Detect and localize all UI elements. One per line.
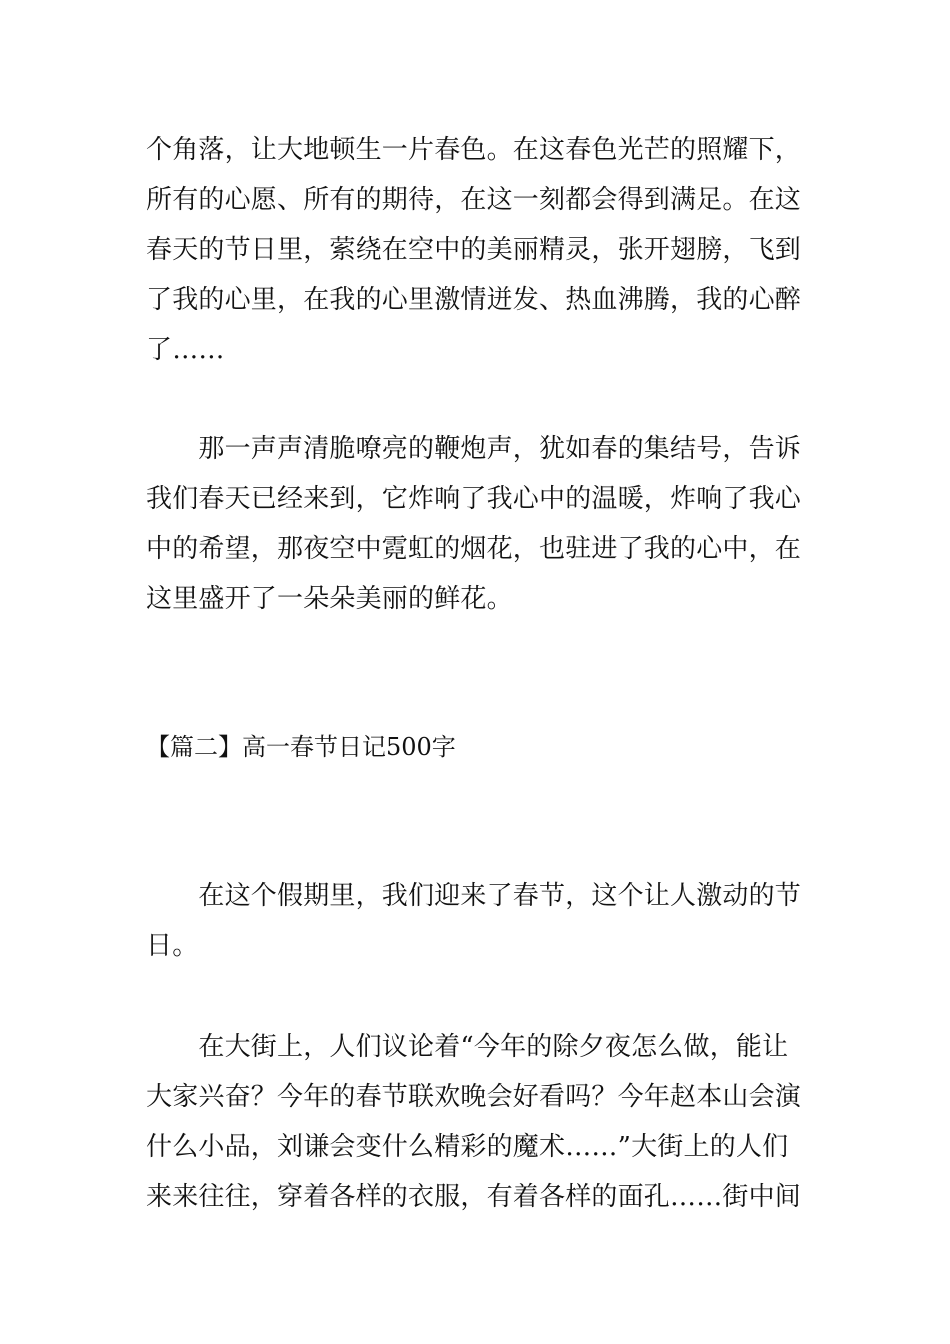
- text-line: 在这个假期里，我们迎来了春节，这个让人激动的节: [146, 881, 802, 911]
- text-line: 中的希望，那夜空中霓虹的烟花，也驻进了我的心中，在: [146, 534, 802, 564]
- text-line: 我们春天已经来到，它炸响了我心中的温暖，炸响了我心: [146, 484, 802, 514]
- text-line: 春天的节日里，萦绕在空中的美丽精灵，张开翅膀，飞到: [146, 235, 802, 265]
- text-line: 了……: [146, 335, 225, 365]
- text-line: 来来往往，穿着各样的衣服，有着各样的面孔……街中间: [146, 1182, 802, 1212]
- text-line: 日。: [146, 931, 199, 961]
- text-line: 了我的心里，在我的心里激情迸发、热血沸腾，我的心醉: [146, 285, 802, 315]
- text-line: 个角落，让大地顿生一片春色。在这春色光芒的照耀下，: [146, 135, 802, 165]
- section-heading: 【篇二】高一春节日记500字: [146, 733, 456, 761]
- text-line: 什么小品，刘谦会变什么精彩的魔术……”大街上的人们: [146, 1132, 789, 1162]
- text-line: 所有的心愿、所有的期待，在这一刻都会得到满足。在这: [146, 185, 802, 215]
- text-line: 那一声声清脆嘹亮的鞭炮声，犹如春的集结号，告诉: [146, 434, 802, 464]
- text-line: 这里盛开了一朵朵美丽的鲜花。: [146, 584, 513, 614]
- text-line: 大家兴奋？今年的春节联欢晚会好看吗？今年赵本山会演: [146, 1082, 802, 1112]
- text-line: 在大街上，人们议论着“今年的除夕夜怎么做，能让: [146, 1032, 789, 1062]
